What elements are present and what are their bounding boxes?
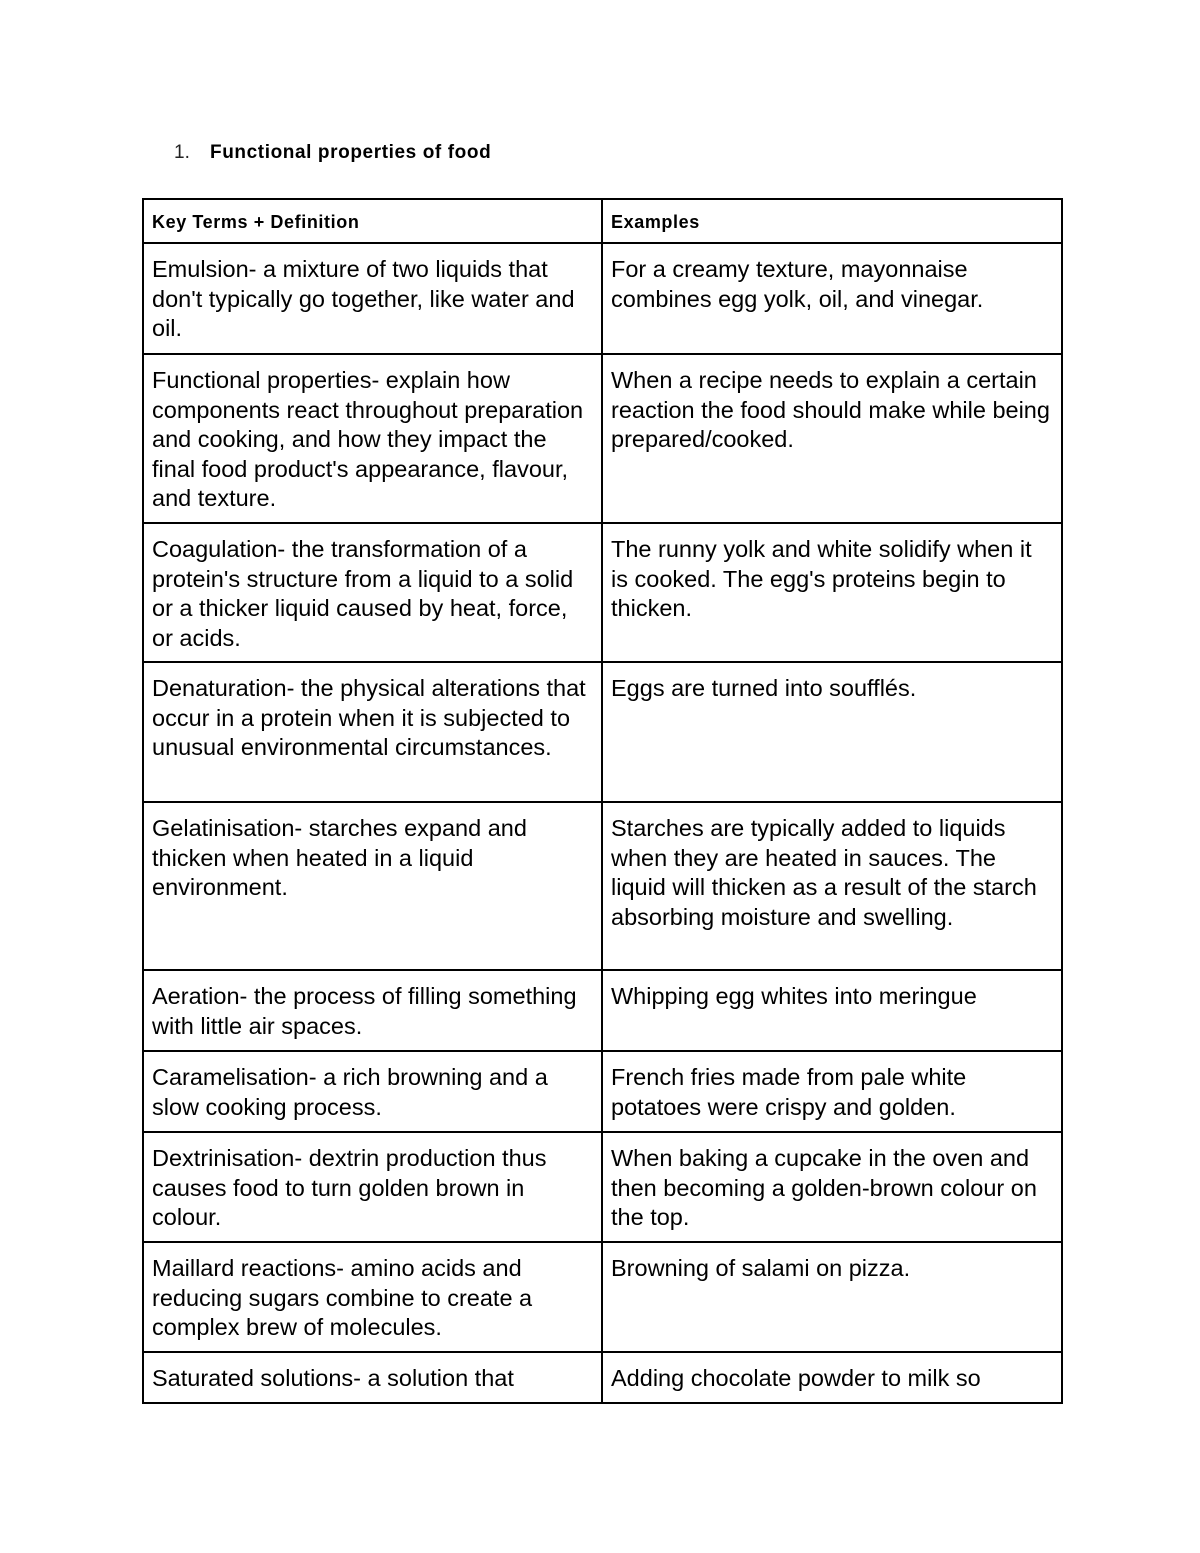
term-cell: Saturated solutions- a solution that bbox=[143, 1352, 602, 1403]
term-cell: Emulsion- a mixture of two liquids that don't typically go together, like water and oil. bbox=[143, 243, 602, 354]
term-cell: Gelatinisation- starches expand and thicken when heated in a liquid environment. bbox=[143, 802, 602, 970]
table-row bbox=[143, 970, 1062, 1051]
example-cell: The runny yolk and white solidify when it is cooked. The egg's proteins begin to thicken. bbox=[602, 523, 1062, 662]
example-cell: Adding chocolate powder to milk so bbox=[602, 1352, 1062, 1403]
table-row bbox=[143, 1352, 1062, 1403]
example-cell: Browning of salami on pizza. bbox=[602, 1242, 1062, 1352]
table-row bbox=[143, 1242, 1062, 1352]
table-row bbox=[143, 523, 1062, 662]
term-cell: Functional properties- explain how components react throughout preparation and cooking, and how they impact the final food product's appearance, flavour, and texture. bbox=[143, 354, 602, 523]
example-cell: When a recipe needs to explain a certain reaction the food should make while being prepared/cooked. bbox=[602, 354, 1062, 523]
example-cell: When baking a cupcake in the oven and then becoming a golden-brown colour on the top. bbox=[602, 1132, 1062, 1242]
table-header-row bbox=[143, 199, 1062, 243]
section-heading bbox=[174, 141, 491, 165]
term-cell: Caramelisation- a rich browning and a slow cooking process. bbox=[143, 1051, 602, 1132]
example-cell: Whipping egg whites into meringue bbox=[602, 970, 1062, 1051]
term-cell: Aeration- the process of filling something with little air spaces. bbox=[143, 970, 602, 1051]
term-cell: Coagulation- the transformation of a protein's structure from a liquid to a solid or a thicker liquid caused by heat, force, or acids. bbox=[143, 523, 602, 662]
table-row bbox=[143, 662, 1062, 802]
page-title: Functional properties of food bbox=[210, 142, 492, 163]
example-cell: Starches are typically added to liquids when they are heated in sauces. The liquid will thicken as a result of the starch absorbing moisture and swelling. bbox=[602, 802, 1062, 970]
table-row bbox=[143, 802, 1062, 970]
column-header-examples: Examples bbox=[602, 199, 1062, 243]
example-cell: Eggs are turned into soufflés. bbox=[602, 662, 1062, 802]
term-cell: Dextrinisation- dextrin production thus causes food to turn golden brown in colour. bbox=[143, 1132, 602, 1242]
list-number: 1. bbox=[174, 142, 190, 163]
term-cell: Maillard reactions- amino acids and reducing sugars combine to create a complex brew of molecules. bbox=[143, 1242, 602, 1352]
column-header-key-terms: Key Terms + Definition bbox=[143, 199, 602, 243]
table-row bbox=[143, 243, 1062, 354]
table-row bbox=[143, 354, 1062, 523]
functional-properties-table bbox=[142, 198, 1063, 1404]
example-cell: For a creamy texture, mayonnaise combines egg yolk, oil, and vinegar. bbox=[602, 243, 1062, 354]
term-cell: Denaturation- the physical alterations that occur in a protein when it is subjected to unusual environmental circumstances. bbox=[143, 662, 602, 802]
table-row bbox=[143, 1132, 1062, 1242]
table-row bbox=[143, 1051, 1062, 1132]
example-cell: French fries made from pale white potatoes were crispy and golden. bbox=[602, 1051, 1062, 1132]
